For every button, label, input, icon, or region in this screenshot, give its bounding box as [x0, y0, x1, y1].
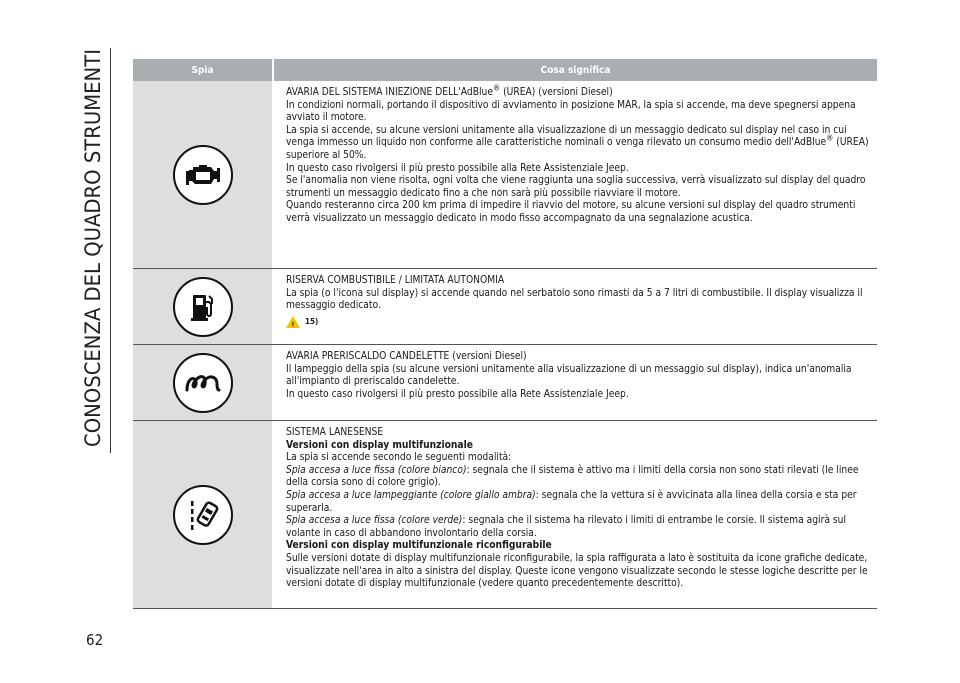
fuel-pump-icon	[173, 277, 233, 337]
row-text: Quando resteranno circa 200 km prima di impedire il riavvio del motore, su alcune versioni sul display del quadro strumenti verrà visualizzato un messaggio dedicato in modo fisso accompagnato da una segnalazione acustica.	[286, 200, 856, 224]
page-number: 62	[86, 631, 104, 649]
row-text: In questo caso rivolgersi il più presto possibile alla Rete Assistenziale Jeep.	[286, 388, 629, 400]
row-text: In condizioni normali, portando il dispositivo di avviamento in posizione MAR, la spia si accende, ma deve spegnersi appena avviato il motore.	[286, 99, 856, 124]
row-text: Spia accesa a luce lampeggiante (colore giallo ambra): segnala che la vettura si è avvicinata alla linea della corsia e sta per superarla.	[286, 489, 857, 514]
section-title-text: CONOSCENZA DEL QUADRO STRUMENTI	[81, 48, 105, 447]
warning-triangle-icon	[286, 316, 300, 328]
table-header	[133, 59, 877, 81]
row-text: La spia (o l'icona sul display) si accende quando nel serbatoio sono rimasti da 5 a 7 litri di combustibile. Il display visualizza il messaggio dedicato.	[286, 287, 863, 312]
row-text: Spia accesa a luce fissa (colore bianco): segnala che il sistema è attivo ma i limiti della corsia non sono stati rilevati (le linee della corsia sono di colore grigio).	[286, 464, 859, 489]
header-meaning: Cosa significa	[272, 59, 877, 81]
glow-plug-icon	[173, 353, 233, 413]
row-text: In questo caso rivolgersi il più presto possibile alla Rete Assistenziale Jeep.	[286, 162, 629, 174]
row-text: La spia si accende secondo le seguenti modalità:	[286, 452, 512, 464]
table-row	[133, 81, 877, 269]
row-subtitle: Versioni con display multifunzionale	[286, 439, 473, 451]
row-subtitle: Versioni con display multifunzionale riconfigurabile	[286, 540, 552, 552]
svg-text:!: !	[291, 321, 295, 329]
section-title	[76, 48, 106, 448]
row-title: AVARIA PRERISCALDO CANDELETTE (versioni Diesel)	[286, 351, 527, 362]
row-text: La spia si accende, su alcune versioni unitamente alla visualizzazione di un messaggio dedicato sul display nel caso in cui venga immesso un liquido non conforme alle caratteristiche nominali o venga rilevato un consumo medio dell'AdBlue® (UREA) superiore al 50%.	[286, 124, 869, 161]
lanesense-icon	[173, 485, 233, 545]
row-title: SISTEMA LANESENSE	[286, 427, 384, 438]
table-row	[133, 421, 877, 609]
row-text: Sulle versioni dotate di display multifunzionale riconfigurabile, la spia raffigurata a lato è sostituita da icone grafiche dedicate, visualizzate nell'area in alto a sinistra del display. Queste icone vengono visualizzate secondo le stesse logiche descritte per le versioni dotate di display multifunzionale (vedere quanto precedentemente descritto).	[286, 552, 868, 590]
row-title: AVARIA DEL SISTEMA INIEZIONE DELL'AdBlue® (UREA) (versioni Diesel)	[286, 83, 613, 98]
header-light: Spia	[191, 64, 214, 76]
row-text: Se l'anomalia non viene risolta, ogni volta che viene raggiunta una soglia successiva, verrà visualizzato sul display del quadro strumenti un messaggio dedicato fino a che non sarà più possibile riavviare il motore.	[286, 175, 866, 199]
row-title: RISERVA COMBUSTIBILE / LIMITATA AUTONOMIA	[286, 275, 505, 286]
row-text: Spia accesa a luce fissa (colore verde): segnala che il sistema ha rilevato i limiti di entrambe le corsie. Il sistema agirà sul volante in caso di abbandono involontario della corsia.	[286, 515, 847, 539]
row-text: Il lampeggio della spia (su alcune versioni unitamente alla visualizzazione di un messaggio sul display), indica un'anomalia all'impianto di preriscaldo candelette.	[286, 363, 852, 388]
table-row	[133, 345, 877, 421]
side-divider	[110, 48, 111, 453]
warning-lights-table	[133, 59, 877, 609]
warning-reference: ! 15)	[286, 316, 877, 329]
table-row	[133, 269, 877, 345]
engine-check-icon	[173, 145, 233, 205]
